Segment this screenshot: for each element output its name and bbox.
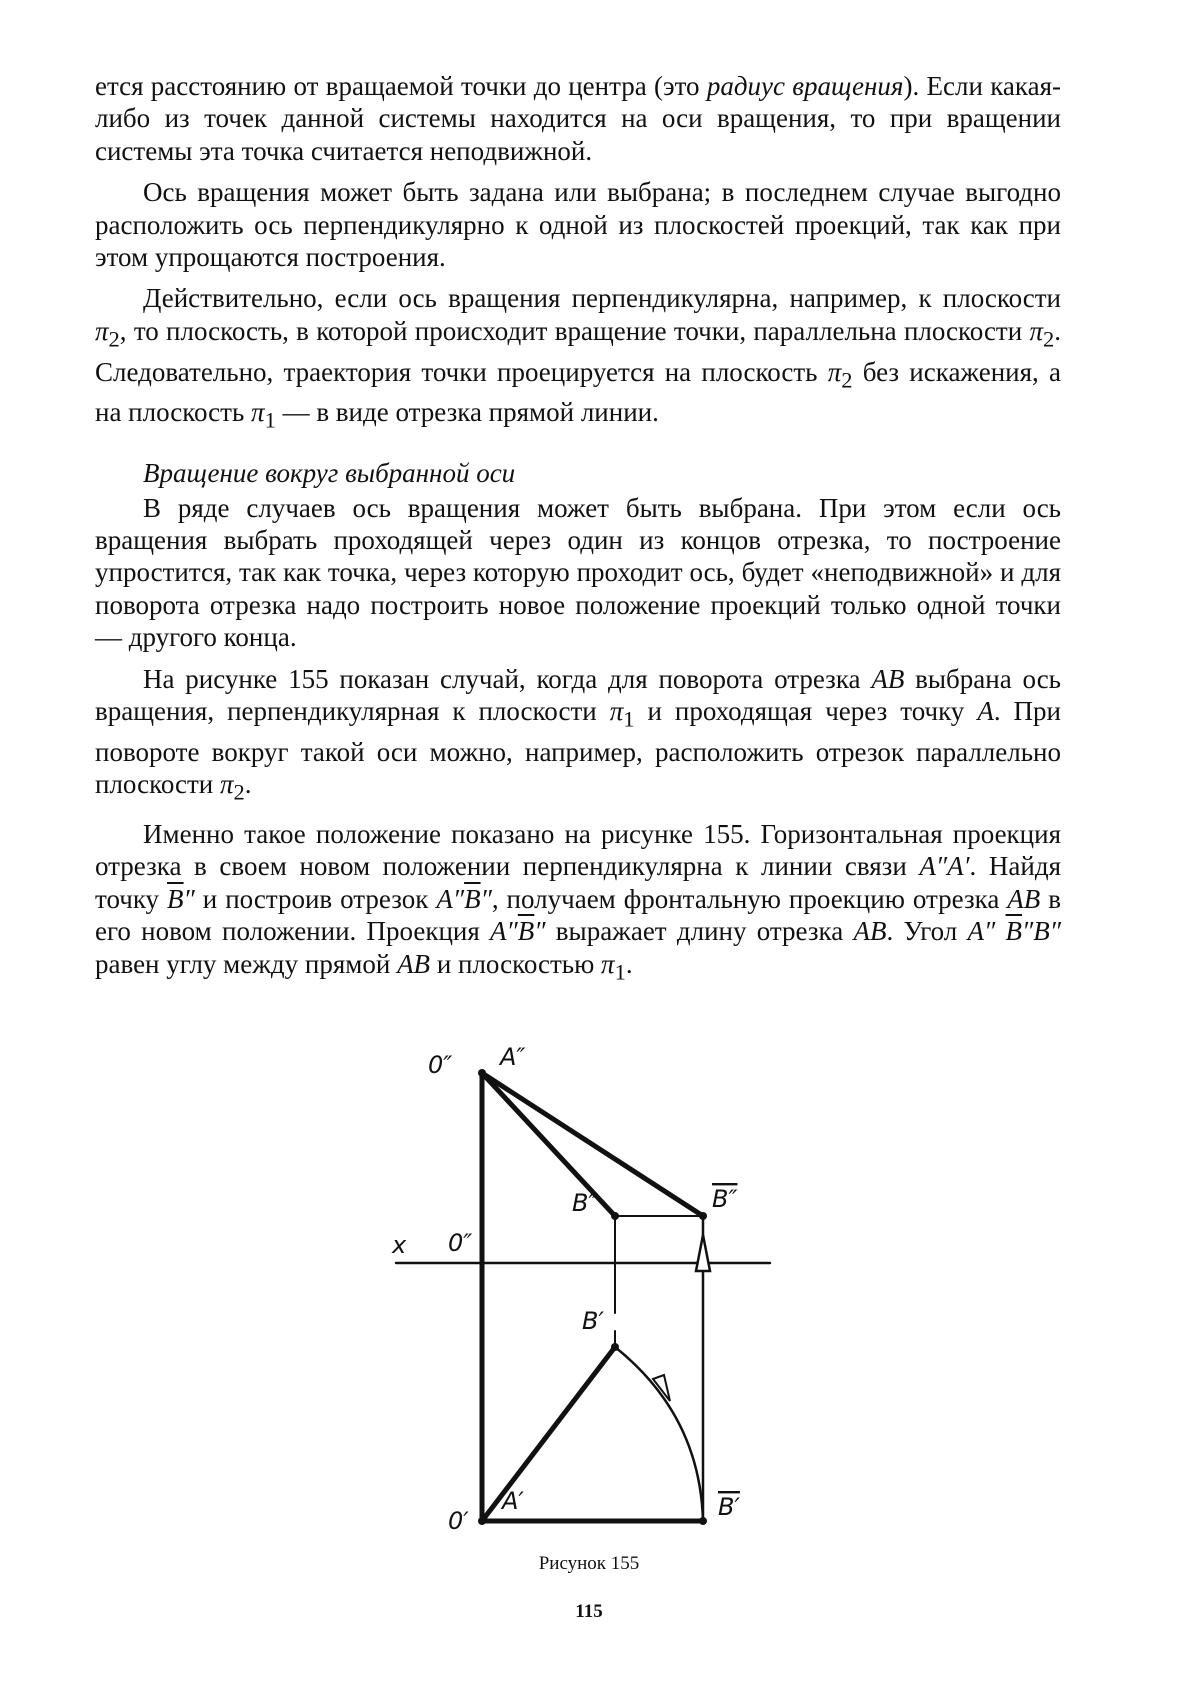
italic-term: AB [397, 948, 431, 979]
text-run: и проходящая через точку [634, 696, 978, 727]
text-run: , то плоскость, в которой происходит вращение точки, параллельна плоскости [119, 315, 1030, 346]
paragraph-4: В ряде случаев ось вращения может быть выбрана. При этом если ось вращения выбрать проходящей через один из концов отрезка, то построение упростится, так как точка, через которую проходит ось, будет «неподвижной» и для поворота отрезка надо построить новое положение проекций только одной точки — другого конца. [95, 492, 1061, 653]
rotation-diagram [370, 1035, 790, 1555]
italic-term: AB [871, 663, 905, 694]
subscript: 2 [1043, 326, 1055, 352]
overlined-point: $\overline{B}$ [517, 916, 535, 947]
text-run: ). Если какая-либо из точек данной системы находится на оси вращения, то при вращении системы эта точка считается неподвижной. [95, 71, 1061, 166]
italic-term: A″A′ [919, 851, 970, 882]
label-b1: B′ [582, 1307, 604, 1335]
text-run: На рисунке 155 показан случай, когда для поворота отрезка [143, 663, 872, 694]
arrow-up-icon [696, 1235, 710, 1271]
section-heading: Вращение вокруг выбранной оси [143, 458, 516, 489]
paragraph-3 [95, 282, 1061, 437]
label-bbar1: B′ [718, 1493, 740, 1521]
text-run: Именно такое положение показано на рисунке 155. Горизонтальная проекция отрезка в своем новом положении перпендикулярна к линии связи [95, 819, 1061, 882]
label-o-axis: 0″ [448, 1229, 473, 1257]
italic-term: радиус вращения [706, 71, 904, 101]
italic-term: A″ [490, 916, 518, 947]
overlined-point: $\overline{B}$ [464, 883, 481, 914]
pi-symbol: π [95, 315, 109, 346]
text-run: . При повороте вокруг такой оси можно, например, расположить отрезок параллельно плоскости [95, 696, 1062, 800]
text-run: . Угол [886, 916, 968, 947]
text-run: Действительно, если ось вращения перпендикулярна, например, к плоскости [143, 283, 1061, 314]
point-b1 [611, 1343, 619, 1351]
prime-mark: ″ [183, 883, 195, 914]
point-bbar1 [699, 1517, 707, 1525]
paragraph-1 [95, 70, 1061, 167]
subscript: 1 [623, 706, 635, 732]
point-b2 [611, 1212, 619, 1220]
label-b2: B″ [572, 1189, 598, 1217]
text-run: и построив отрезок [194, 883, 437, 914]
italic-term: AB [853, 916, 887, 947]
subscript: 1 [264, 407, 276, 433]
prime-mark: ″ [534, 916, 546, 947]
pi-symbol: π [609, 696, 624, 727]
page-number: 115 [575, 1601, 603, 1622]
prime-mark: ″ [480, 883, 492, 914]
paragraph-5 [95, 663, 1061, 809]
point-a1 [478, 1517, 486, 1525]
point-bbar2 [699, 1212, 707, 1220]
text-run: и плоскостью [430, 948, 602, 979]
label-x: x [392, 1231, 407, 1259]
pi-symbol: π [1029, 315, 1043, 346]
overlined-point: $\overline{B}$ [1005, 916, 1023, 947]
text-run: выражает длину отрезка [545, 916, 854, 947]
paragraph-2: Ось вращения может быть задана или выбрана; в последнем случае выгодно расположить ось перпендикулярно к одной из плоскостей проекций, так как при этом упрощаются построения. [95, 177, 1061, 273]
text-run: . Найдя точку [95, 851, 1061, 914]
text-run: . [625, 948, 633, 979]
text-run: ется расстоянию от вращаемой точки до центра (это [95, 71, 707, 101]
italic-term: ″B″ [1022, 916, 1061, 947]
label-bbar2: B″ [712, 1185, 738, 1213]
text-run: , получаем фронтальную проекцию отрезка [491, 883, 1008, 914]
label-o2: 0″ [428, 1051, 453, 1079]
figure-155 [370, 1035, 790, 1555]
text-run: равен углу между прямой [95, 948, 398, 979]
figure-caption: Рисунок 155 [538, 1553, 640, 1574]
label-o1: 0′ [448, 1507, 469, 1535]
italic-term: A″ [436, 883, 465, 914]
subscript: 2 [233, 779, 245, 805]
body-text [95, 70, 1061, 998]
pi-symbol: π [219, 769, 234, 800]
point-a2 [478, 1069, 486, 1077]
italic-term: AB [1007, 883, 1041, 914]
rotation-arc [615, 1347, 703, 1521]
pi-symbol: π [251, 397, 265, 428]
text-run: . Следовательно, траектория точки проецируется на плоскость [95, 315, 1061, 387]
pi-symbol: π [601, 948, 615, 979]
text-run: в его новом положении. Проекция [95, 883, 1062, 947]
label-a1: A′ [502, 1487, 524, 1515]
text-run: выбрана ось вращения, перпендикулярная к плоскости [95, 663, 1061, 727]
subscript: 2 [108, 326, 120, 352]
italic-term: A″ [967, 916, 1006, 947]
text-run: без искажения, а на плоскость [95, 356, 1061, 428]
pi-symbol: π [827, 356, 842, 387]
overlined-point: $\overline{B}$ [167, 883, 184, 914]
text-run: — в виде отрезка прямой линии. [275, 397, 659, 428]
paragraph-6 [95, 818, 1061, 988]
text-run: . [244, 769, 252, 800]
subscript: 1 [614, 959, 626, 985]
subscript: 2 [841, 367, 853, 393]
italic-term: A [977, 696, 994, 727]
label-a2: A″ [500, 1043, 526, 1071]
